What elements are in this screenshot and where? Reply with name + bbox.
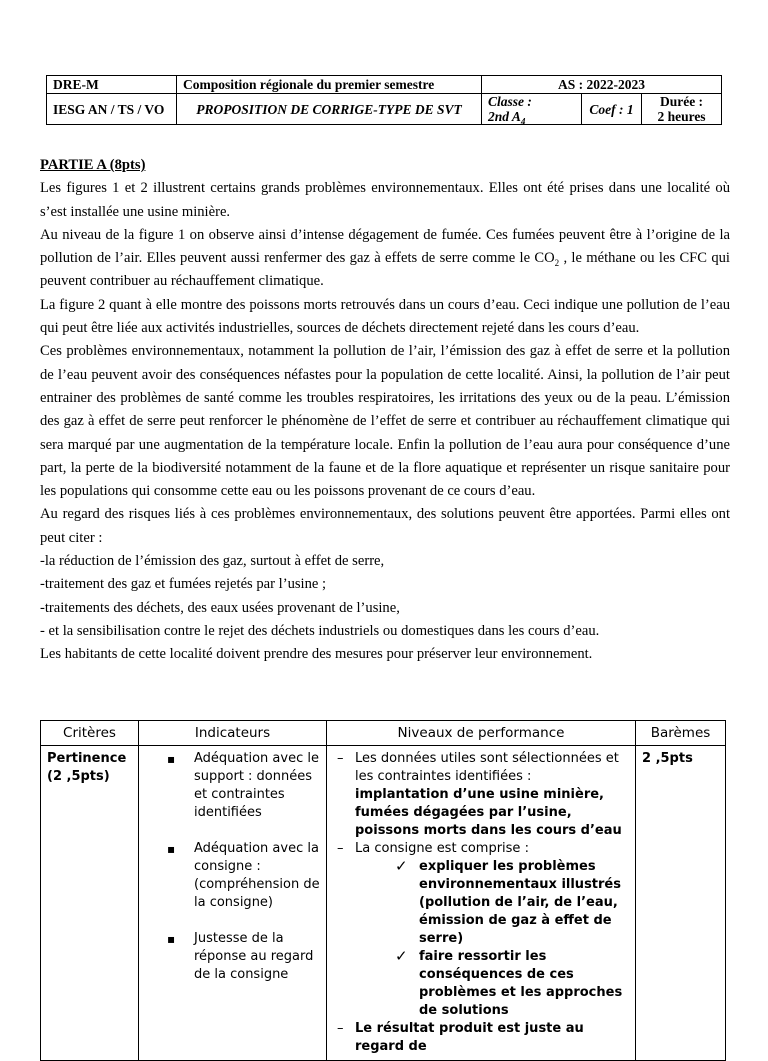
header-table [46, 75, 722, 125]
levels-cell [327, 746, 636, 1061]
school-cell: IESG AN / TS / VO [47, 94, 177, 125]
duree-cell [642, 94, 722, 125]
criterion-cell: Pertinence (2 ,5pts) [41, 746, 139, 1061]
level-item [333, 1020, 629, 1056]
paragraph-6: Les habitants de cette localité doivent prendre des mesures pour préserver leur environnement. [40, 646, 593, 663]
bareme-cell: 2 ,5pts [636, 746, 726, 1061]
classe-label: Classe : [488, 94, 532, 109]
header-niveaux: Niveaux de performance [327, 721, 636, 746]
paragraph-2 [40, 224, 730, 294]
checkmark-icon: ✓ [395, 947, 408, 965]
composition-cell: Composition régionale du premier semestre [177, 76, 482, 94]
check-item [395, 948, 629, 1020]
header-criteres: Critères [41, 721, 139, 746]
rubric-table [40, 720, 726, 1061]
level-item [333, 750, 629, 840]
level-1-bold: implantation d’une usine minière, fumées dégagées par l’usine, poissons morts dans les cours d’eau [355, 787, 622, 838]
checkmark-icon: ✓ [395, 857, 408, 875]
solution-item-3: -traitements des déchets, des eaux usées provenant de l’usine, [40, 599, 400, 616]
header-indicateurs: Indicateurs [139, 721, 327, 746]
co2-subscript: 2 [554, 258, 560, 269]
duree-label: Durée : [659, 94, 704, 109]
indicator-item: ▪ Justesse de la réponse au regard de la consigne [167, 930, 320, 984]
dre-cell: DRE-M [47, 76, 177, 94]
duree-value: 2 heures [657, 109, 706, 124]
classe-sub: 4 [520, 116, 526, 127]
indicators-cell [139, 746, 327, 1061]
level-2-text: La consigne est comprise : [355, 841, 529, 856]
classe-cell [482, 94, 582, 125]
check-item [395, 858, 629, 948]
academic-year-cell: AS : 2022-2023 [482, 76, 722, 94]
coef-cell: Coef : 1 [582, 94, 642, 125]
check-text: faire ressortir les conséquences de ces problèmes et les approches de solutions [419, 949, 623, 1018]
check-text: expliquer les problèmes environnementaux illustrés (pollution de l’air, de l’eau, émission de gaz à effet de serre) [419, 859, 621, 946]
level-item [333, 840, 629, 1020]
section-title: PARTIE A (8pts) [40, 157, 146, 173]
level-1-text: Les données utiles sont sélectionnées et les contraintes identifiées : [355, 751, 619, 784]
indicator-item: ▪ Adéquation avec le support : données et contraintes identifiées [167, 750, 320, 822]
solution-item-4: - et la sensibilisation contre le rejet des déchets industriels ou domestiques dans les cours d’eau. [40, 622, 600, 639]
paragraph-3: La figure 2 quant à elle montre des poissons morts retrouvés dans un cours d’eau. Ceci indique une pollution de l’eau qui peut être liée aux activités industrielles, sources de déchets directement rejeté dans les cours d’eau. [40, 296, 730, 337]
paragraph-5: Au regard des risques liés à ces problèmes environnementaux, des solutions peuvent être apportées. Parmi elles ont peut citer : [40, 506, 730, 546]
indicator-item: ▪ Adéquation avec la consigne : (compréhension de la consigne) [167, 840, 320, 912]
document-body [40, 154, 730, 667]
classe-value: 2nd A [488, 109, 521, 124]
paragraph-2-b: , le méthane ou les CFC qui peuvent contribuer au réchauffement climatique. [40, 250, 730, 290]
solution-item-2: -traitement des gaz et fumées rejetés par l’usine ; [40, 576, 327, 593]
header-baremes: Barèmes [636, 721, 726, 746]
paragraph-4: Ces problèmes environnementaux, notamment la pollution de l’air, l’émission des gaz à effet de serre et la pollution de l’eau peuvent avoir des conséquences néfastes pour la population de cette localité. Ainsi, la pollution de l’air peut entrainer des problèmes de santé comme les troubles respiratoires, les irritations des yeux ou de la peau. L’émission des gaz à effet de serre peut renforcer le phénomène de l’effet de serre et contribuer au réchauffement climatique qui sera marqué par une augmentation de la température locale. Enfin la pollution de l’eau aura pour conséquence d’une part, la perte de la biodiversité notamment de la faune et de la flore aquatique et représenter un risque sanitaire pour les populations qui consomme cette eau ou les poissons provenant de ce cours d’eau. [40, 343, 730, 500]
proposition-cell: PROPOSITION DE CORRIGE-TYPE DE SVT [177, 94, 482, 125]
solution-item-1: -la réduction de l’émission des gaz, surtout à effet de serre, [40, 553, 385, 570]
paragraph-1: Les figures 1 et 2 illustrent certains grands problèmes environnementaux. Elles ont été prises dans une localité où s’est installée une usine minière. [40, 180, 730, 220]
paragraph-2-a: Au niveau de la figure 1 on observe ainsi d’intense dégagement de fumée. Ces fumées peuvent être à l’origine de la pollution de l’air. Elles peuvent aussi renfermer des gaz à effets de serre comme le CO [40, 226, 730, 267]
level-3-text: Le résultat produit est juste au regard de [355, 1021, 584, 1054]
